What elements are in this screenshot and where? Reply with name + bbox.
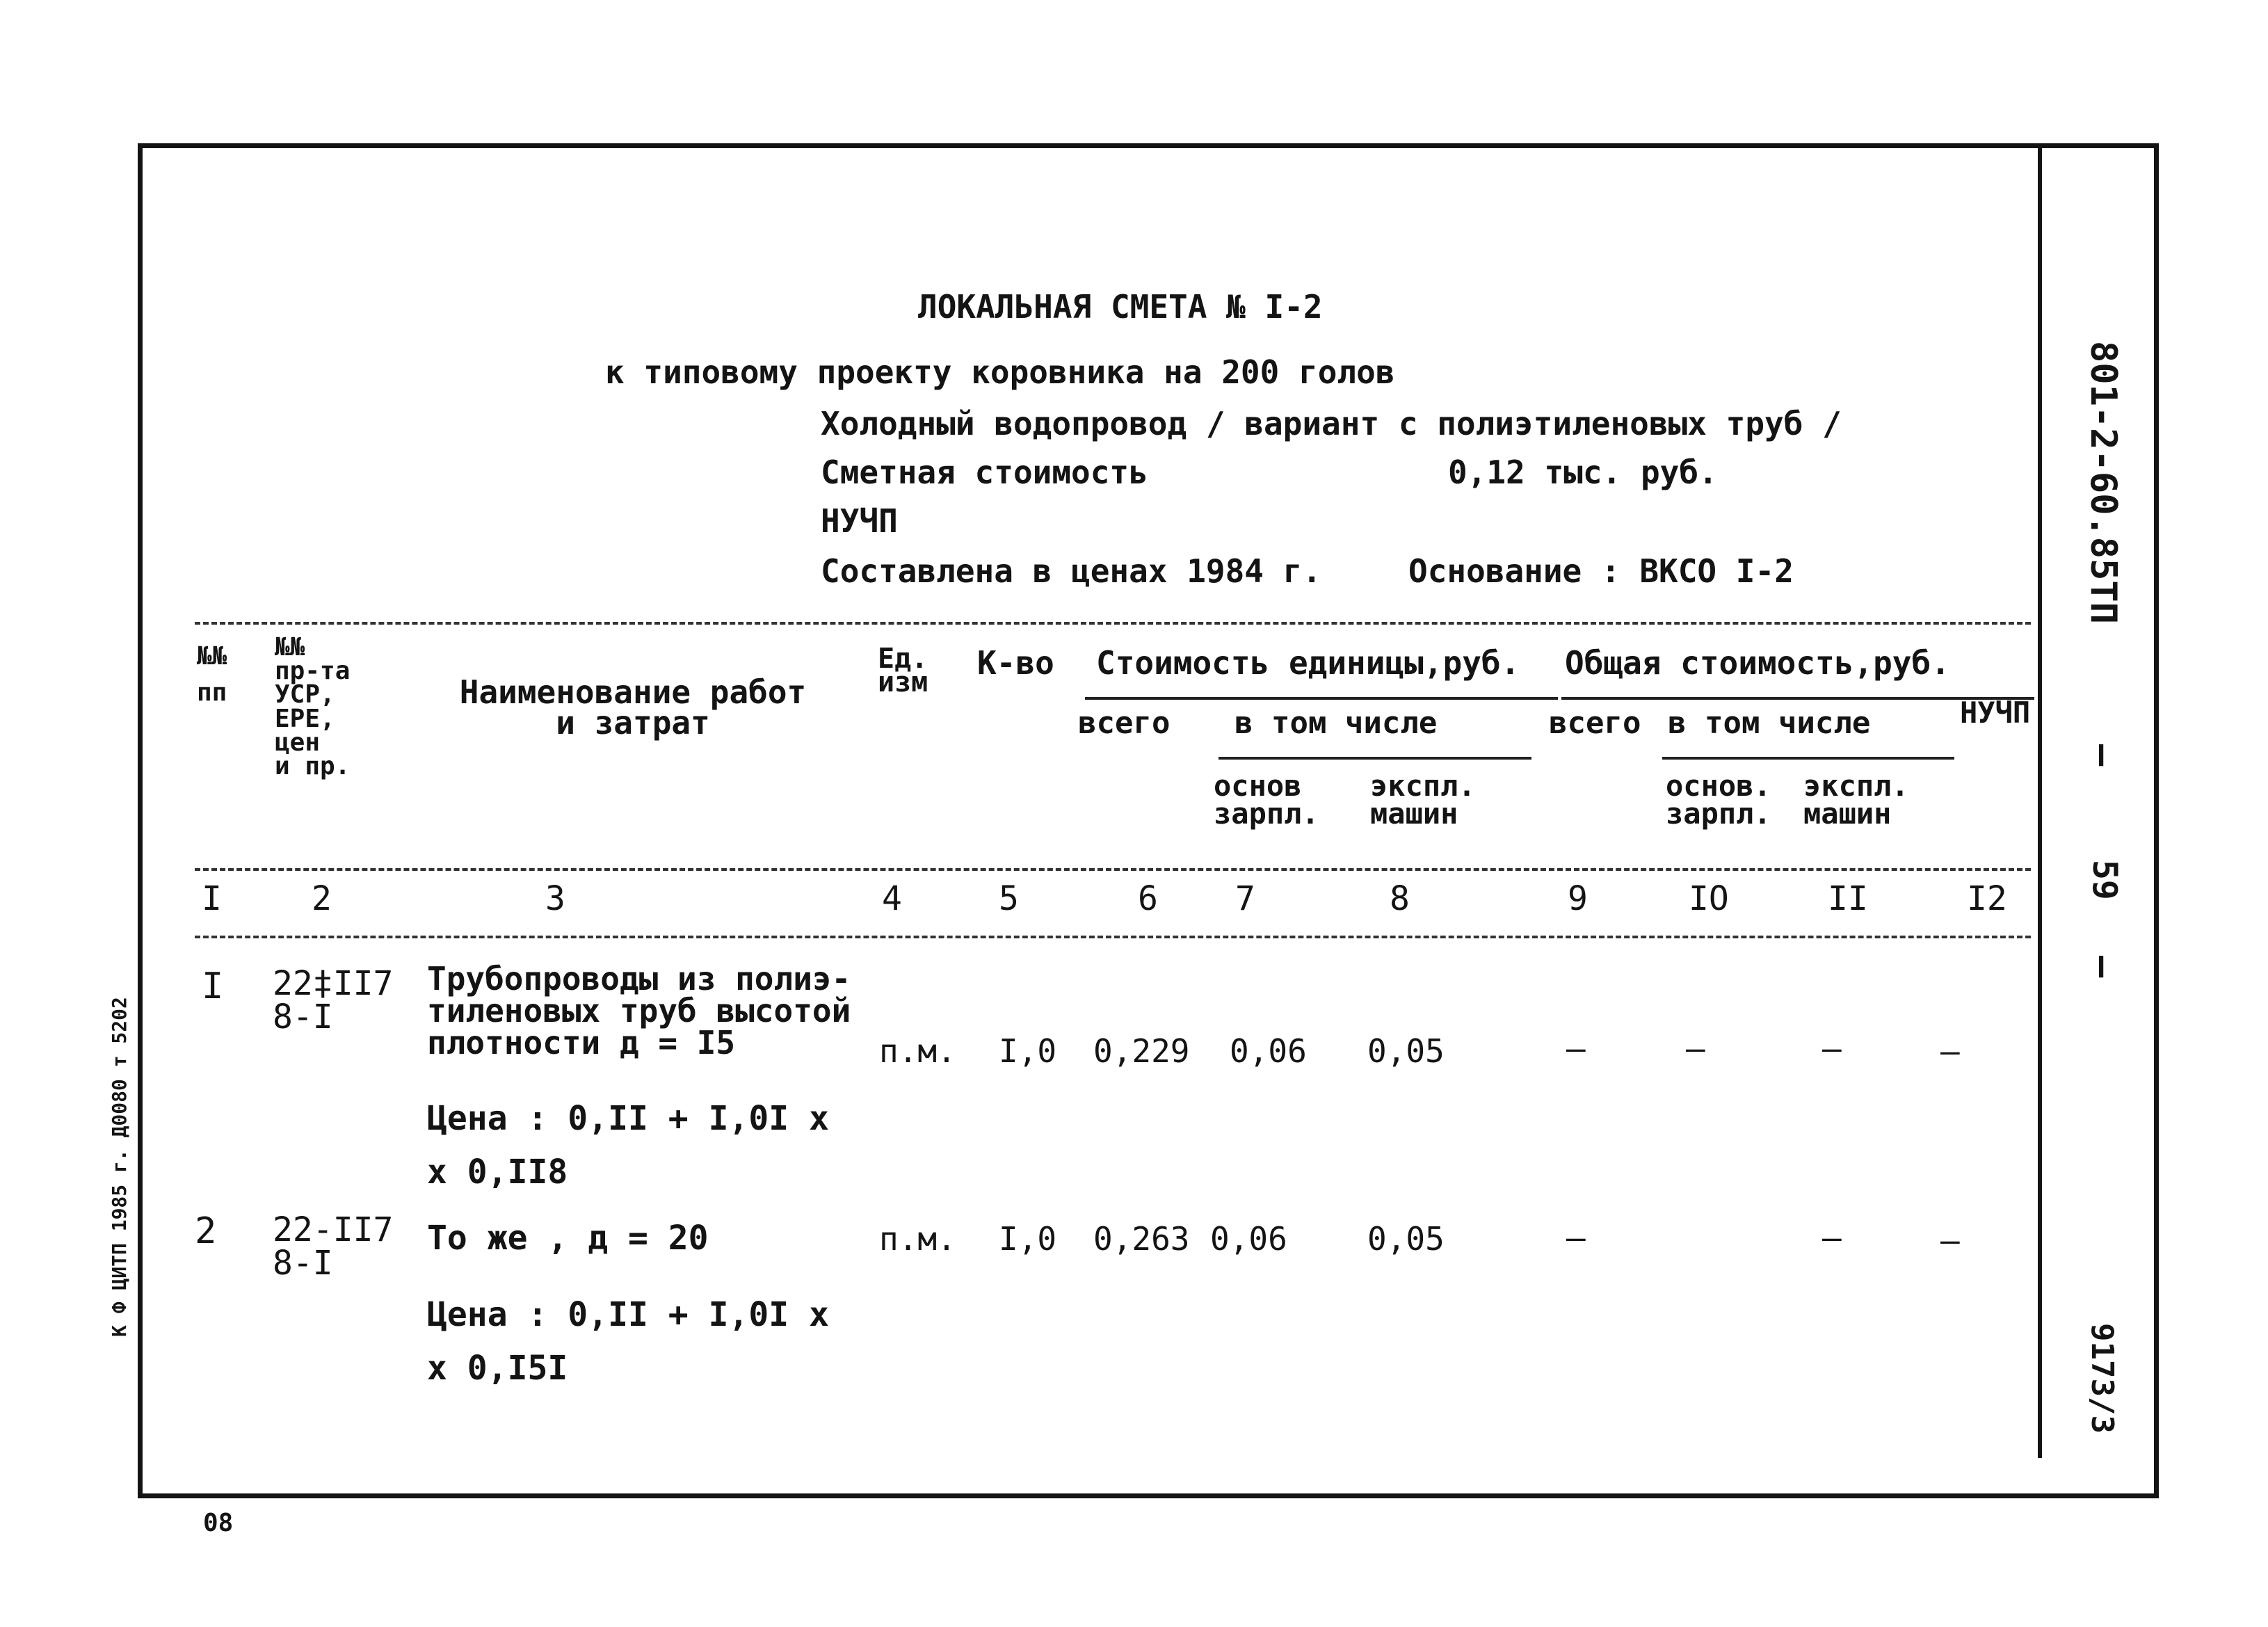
column-number-4: 4 bbox=[882, 879, 902, 918]
col5-header: К-во bbox=[977, 644, 1054, 682]
system-line: Холодный водопровод / вариант с полиэтиленовых труб / bbox=[821, 405, 1842, 442]
unit-wage-header: основ зарпл. bbox=[1214, 769, 1319, 831]
row-quantity: I,0 bbox=[999, 1220, 1057, 1258]
column-number-9: 9 bbox=[1568, 879, 1588, 918]
total-incl-header: в том числе bbox=[1668, 705, 1871, 741]
row-unit-machines: 0,05 bbox=[1367, 1032, 1445, 1070]
stamp-doc-code: 801-2-60.85ТП bbox=[2082, 341, 2124, 624]
row-unit-machines: 0,05 bbox=[1367, 1220, 1445, 1258]
row-work-name: Трубопроводы из полиэ- тиленовых труб высотой плотности д = I5 bbox=[427, 960, 851, 1061]
row-total-machines: – bbox=[1822, 1219, 1842, 1256]
stamp-sheet-number: 9173/3 bbox=[2084, 1323, 2120, 1434]
header-bottom-rule bbox=[195, 868, 2031, 871]
unit-mach-header: экспл. машин bbox=[1370, 769, 1476, 831]
row-unit-wage: 0,06 bbox=[1230, 1032, 1307, 1070]
row-nuchp: – bbox=[1940, 1032, 1960, 1070]
column-number-11: II bbox=[1828, 879, 1868, 918]
stamp-column-divider bbox=[2038, 143, 2042, 1458]
unit-incl-underline bbox=[1219, 757, 1531, 760]
row-price-formula: Цена : 0,II + I,0I x x 0,II8 bbox=[427, 1099, 829, 1192]
col1-header: №№ пп bbox=[197, 642, 227, 707]
column-number-10: IO bbox=[1689, 879, 1729, 918]
row-unit-total: 0,229 bbox=[1093, 1032, 1190, 1070]
row-work-name: То же , д = 20 bbox=[427, 1219, 709, 1258]
code-line: НУЧП bbox=[821, 502, 898, 540]
document-title: ЛОКАЛЬНАЯ СМЕТА № I-2 bbox=[918, 288, 1323, 326]
row-quantity: I,0 bbox=[999, 1032, 1057, 1070]
stamp-separator: – bbox=[2082, 744, 2124, 767]
total-mach-header: экспл. машин bbox=[1803, 769, 1909, 831]
column-number-5: 5 bbox=[999, 879, 1019, 918]
col3-header: Наименование работ и затрат bbox=[459, 673, 807, 742]
col4-header: Ед. изм bbox=[878, 643, 928, 698]
unit-total-header: всего bbox=[1078, 705, 1171, 741]
basis-line: Основание : ВКСО I-2 bbox=[1408, 552, 1794, 590]
row-code: 22-II7 8-I bbox=[273, 1210, 394, 1283]
row-nuchp: – bbox=[1940, 1221, 1960, 1259]
total-incl-underline bbox=[1662, 757, 1954, 760]
project-line: к типовому проекту коровника на 200 голов bbox=[605, 353, 1395, 391]
column-number-6: 6 bbox=[1138, 879, 1158, 918]
total-total-header: всего bbox=[1549, 705, 1641, 741]
column-number-8: 8 bbox=[1390, 879, 1410, 918]
col2-header: №№ пр-та УСР, ЕРЕ, цен и пр. bbox=[275, 633, 351, 780]
row-unit-wage: 0,06 bbox=[1210, 1220, 1287, 1258]
row-total: – bbox=[1566, 1029, 1586, 1067]
row-total: – bbox=[1566, 1219, 1586, 1256]
total-wage-header: основ. зарпл. bbox=[1666, 769, 1771, 831]
stamp-page-number: 59 bbox=[2085, 860, 2124, 900]
row-total-wage: – bbox=[1686, 1029, 1705, 1067]
column-number-1: I bbox=[202, 879, 222, 918]
column-number-12: I2 bbox=[1967, 879, 2007, 918]
row-total-machines: – bbox=[1822, 1029, 1842, 1067]
row-unit: п.м. bbox=[879, 1032, 956, 1070]
row-unit-total: 0,263 bbox=[1093, 1220, 1190, 1258]
column-number-2: 2 bbox=[312, 879, 332, 918]
prices-line: Составлена в ценах 1984 г. bbox=[821, 552, 1322, 590]
col12-header: НУЧП bbox=[1960, 696, 2031, 730]
margin-print-note: К Ф ЦИТП 1985 г. Д0080 т 5202 bbox=[108, 997, 131, 1337]
row-unit: п.м. bbox=[879, 1220, 956, 1258]
row-number: 2 bbox=[195, 1210, 217, 1252]
row-number: I bbox=[202, 965, 224, 1007]
column-number-3: 3 bbox=[545, 879, 565, 918]
table-top-rule bbox=[195, 622, 2031, 625]
row-code: 22‡II7 8-I bbox=[273, 964, 394, 1036]
stamp-separator-2: – bbox=[2082, 956, 2124, 978]
bottom-note: 08 bbox=[203, 1509, 234, 1537]
unit-cost-header: Стоимость единицы,руб. bbox=[1096, 644, 1520, 682]
column-numbers-rule bbox=[195, 936, 2031, 938]
cost-value: 0,12 тыс. руб. bbox=[1448, 454, 1718, 491]
column-number-7: 7 bbox=[1235, 879, 1255, 918]
unit-cost-underline bbox=[1085, 697, 1558, 700]
row-price-formula: Цена : 0,II + I,0I x x 0,I5I bbox=[427, 1295, 829, 1388]
total-cost-header: Общая стоимость,руб. bbox=[1565, 644, 1950, 682]
cost-label: Сметная стоимость bbox=[821, 454, 1148, 491]
unit-incl-header: в том числе bbox=[1234, 705, 1438, 741]
